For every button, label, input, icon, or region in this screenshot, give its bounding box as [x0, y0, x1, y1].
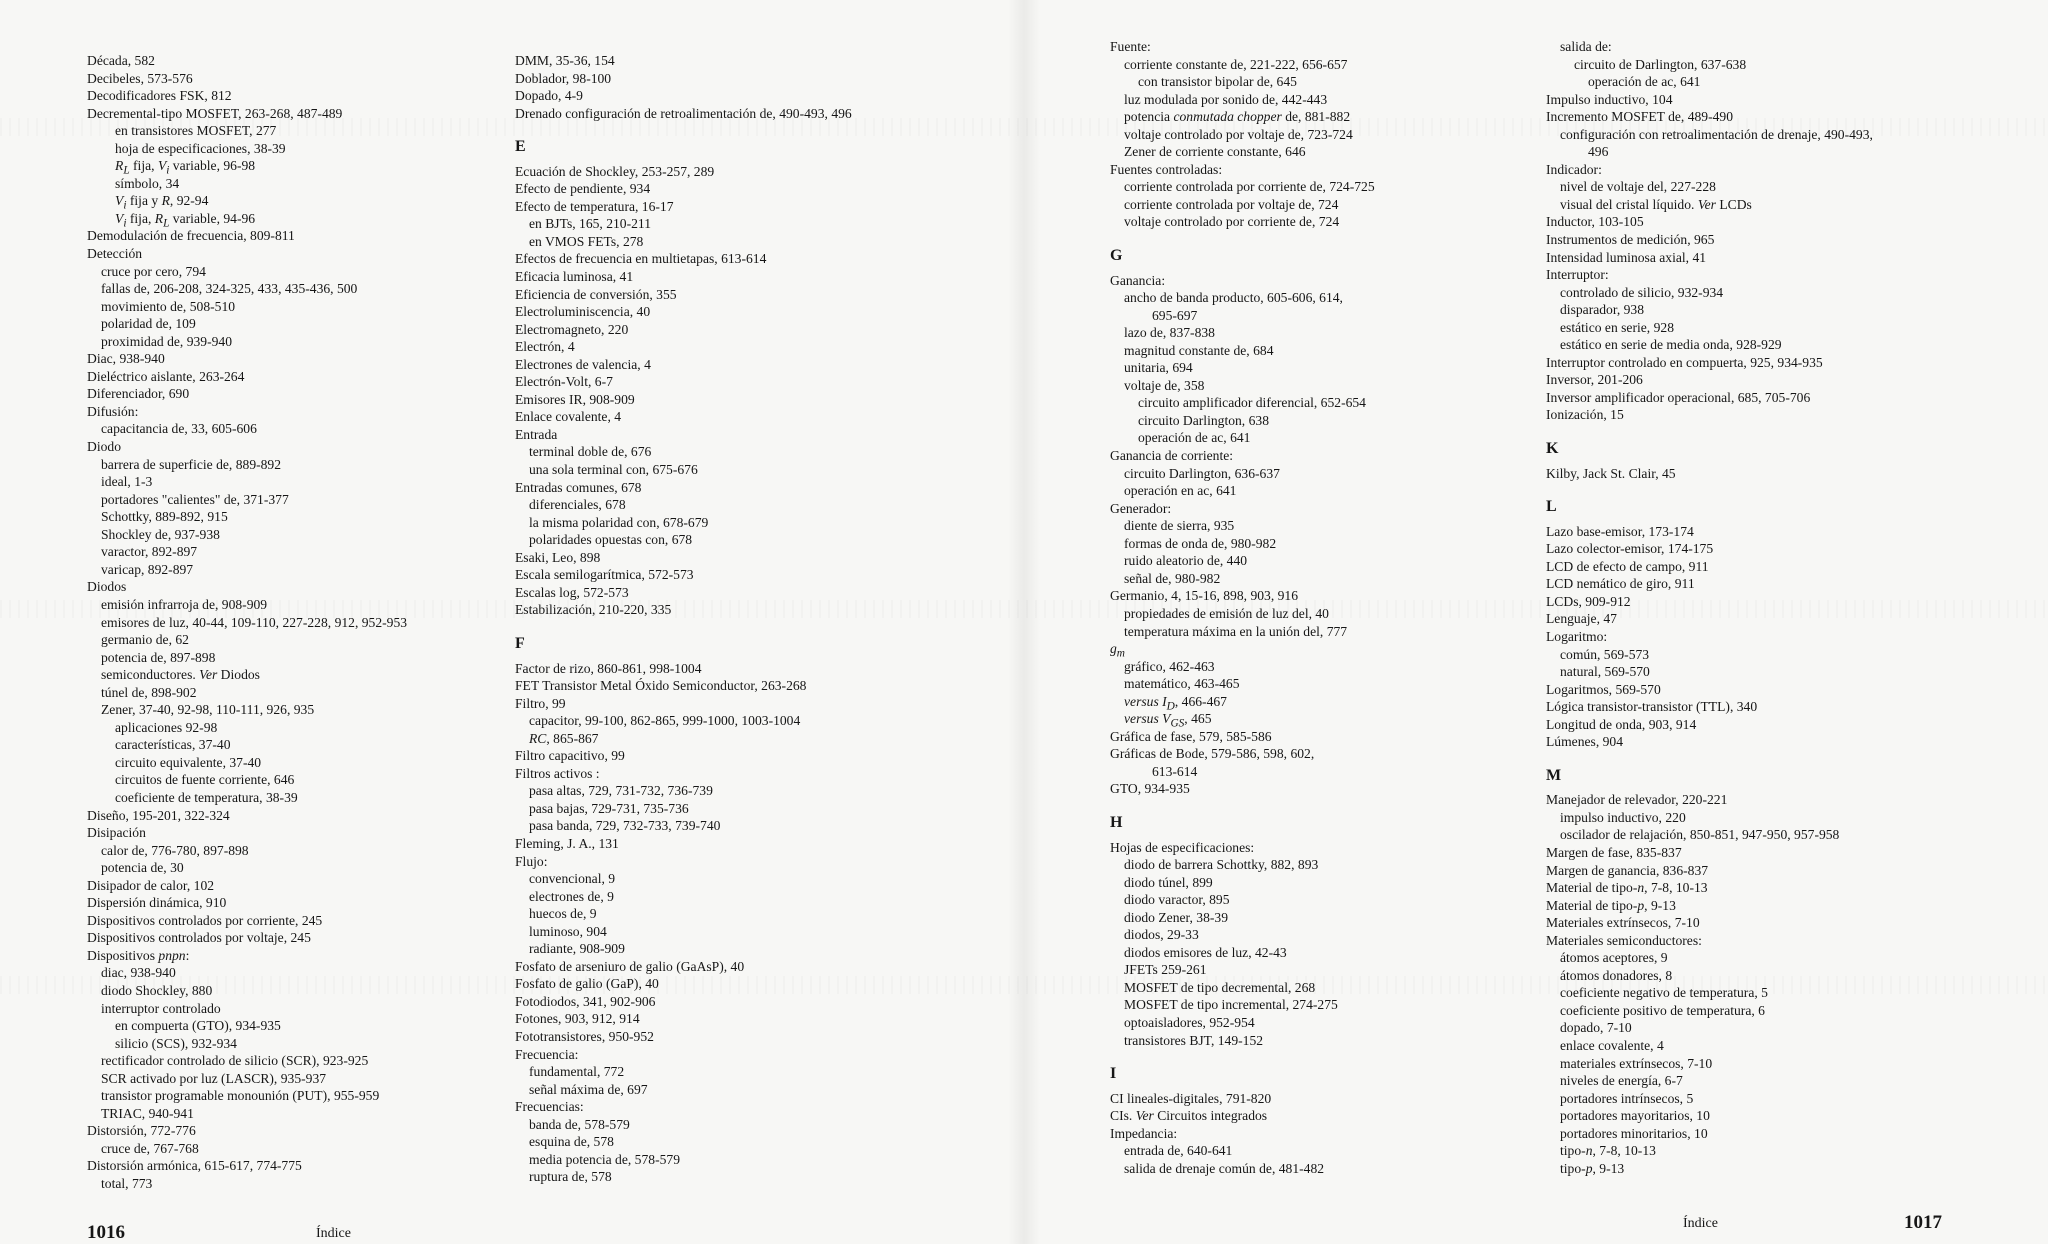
- index-subentry: polaridades opuestas con, 678: [529, 532, 693, 548]
- index-entry: Flujo:: [515, 853, 548, 869]
- index-subentry: operación de ac, 641: [1138, 430, 1251, 446]
- index-entry: Electromagneto, 220: [515, 321, 629, 337]
- index-subentry: oscilador de relajación, 850-851, 947-950, 957-958: [1560, 827, 1840, 843]
- index-entry: Lenguaje, 47: [1546, 611, 1617, 627]
- index-subentry: ancho de banda producto, 605-606, 614,: [1124, 290, 1343, 306]
- index-entry: Demodulación de frecuencia, 809-811: [87, 228, 295, 244]
- page-number: 1017: [1904, 1212, 1942, 1233]
- index-subentry: emisores de luz, 40-44, 109-110, 227-228, 912, 952-953: [101, 614, 408, 630]
- index-entry: Factor de rizo, 860-861, 998-1004: [515, 660, 702, 676]
- index-subentry: túnel de, 898-902: [101, 684, 197, 700]
- index-subentry: circuitos de fuente corriente, 646: [115, 772, 295, 788]
- index-entry: Ecuación de Shockley, 253-257, 289: [515, 163, 715, 179]
- index-subentry: en BJTs, 165, 210-211: [529, 216, 652, 232]
- section-letter: F: [515, 634, 525, 652]
- index-entry: Margen de fase, 835-837: [1546, 844, 1682, 860]
- index-subentry: diodos, 29-33: [1124, 927, 1199, 943]
- index-subentry: pasa banda, 729, 732-733, 739-740: [529, 818, 721, 834]
- index-subentry: polaridad de, 109: [101, 316, 196, 332]
- page-number: 1016: [87, 1222, 125, 1243]
- index-subentry: potencia de, 30: [101, 860, 184, 876]
- index-subentry: transistores BJT, 149-152: [1124, 1032, 1264, 1048]
- index-entry: Incremento MOSFET de, 489-490: [1546, 109, 1734, 125]
- index-subentry: circuito equivalente, 37-40: [115, 754, 262, 770]
- index-entry: Instrumentos de medición, 965: [1546, 232, 1715, 248]
- index-entry: Distorsión, 772-776: [87, 1123, 196, 1139]
- index-subentry: circuito amplificador diferencial, 652-654: [1138, 395, 1366, 411]
- right-page: [1028, 0, 2048, 1244]
- index-subentry: capacitancia de, 33, 605-606: [101, 421, 257, 437]
- index-subentry: tipo-n, 7-8, 10-13: [1560, 1143, 1656, 1159]
- index-subentry: MOSFET de tipo incremental, 274-275: [1124, 997, 1338, 1013]
- index-subentry: gráfico, 462-463: [1124, 658, 1215, 674]
- index-subentry: fundamental, 772: [529, 1064, 625, 1080]
- index-subentry: calor de, 776-780, 897-898: [101, 842, 249, 858]
- index-entry: Ionización, 15: [1546, 407, 1624, 423]
- index-entry: Frecuencia:: [515, 1046, 579, 1062]
- index-subentry: portadores "calientes" de, 371-377: [101, 491, 289, 507]
- index-entry: Impulso inductivo, 104: [1546, 91, 1673, 107]
- index-subentry: una sola terminal con, 675-676: [529, 462, 698, 478]
- index-subentry: Schottky, 889-892, 915: [101, 509, 228, 525]
- index-subentry: matemático, 463-465: [1124, 676, 1240, 692]
- index-entry: Lúmenes, 904: [1546, 734, 1624, 750]
- index-subentry: ideal, 1-3: [101, 474, 153, 490]
- index-entry: Electrón, 4: [515, 339, 575, 355]
- index-subentry: luminoso, 904: [529, 923, 607, 939]
- index-entry: Diseño, 195-201, 322-324: [87, 807, 230, 823]
- index-entry: Electrones de valencia, 4: [515, 356, 651, 372]
- index-entry: Longitud de onda, 903, 914: [1546, 716, 1697, 732]
- index-entry: Decremental-tipo MOSFET, 263-268, 487-489: [87, 105, 343, 121]
- section-letter: G: [1110, 247, 1123, 265]
- index-subentry: temperatura máxima en la unión del, 777: [1124, 623, 1348, 639]
- index-entry: Inversor, 201-206: [1546, 372, 1643, 388]
- index-subentry: en VMOS FETs, 278: [529, 233, 644, 249]
- index-subentry: emisión infrarroja de, 908-909: [101, 596, 268, 612]
- index-entry: Drenado configuración de retroalimentación de, 490-493, 496: [515, 105, 852, 121]
- index-subentry: controlado de silicio, 932-934: [1560, 284, 1724, 300]
- index-entry: Decodificadores FSK, 812: [87, 88, 232, 104]
- index-entry: Fuente:: [1110, 39, 1151, 54]
- index-column-1: [87, 52, 407, 1193]
- index-entry: Escala semilogarítmica, 572-573: [515, 567, 694, 583]
- index-entry: CIs. Ver Circuitos integrados: [1110, 1108, 1268, 1124]
- index-entry: Ganancia de corriente:: [1110, 448, 1234, 464]
- index-entry: Materiales extrínsecos, 7-10: [1546, 915, 1700, 931]
- index-subentry: capacitor, 99-100, 862-865, 999-1000, 1003-1004: [529, 713, 801, 729]
- index-entry: Difusión:: [87, 403, 139, 419]
- index-subentry: operación de ac, 641: [1588, 74, 1701, 90]
- index-subentry: diac, 938-940: [101, 965, 176, 981]
- index-subentry: impulso inductivo, 220: [1560, 809, 1686, 825]
- index-subentry: aplicaciones 92-98: [115, 719, 218, 735]
- index-subentry: pasa bajas, 729-731, 735-736: [529, 800, 689, 816]
- index-entry: $g_m$: [1110, 641, 1125, 660]
- index-entry: LCD nemático de giro, 911: [1546, 576, 1695, 592]
- index-subentry: señal máxima de, 697: [529, 1081, 648, 1097]
- index-subentry: diferenciales, 678: [529, 497, 626, 513]
- index-entry: DMM, 35-36, 154: [515, 53, 615, 68]
- index-subentry: potencia conmutada chopper de, 881-882: [1124, 109, 1351, 125]
- index-entry: Logaritmos, 569-570: [1546, 681, 1661, 697]
- index-entry: Dieléctrico aislante, 263-264: [87, 368, 245, 384]
- index-subentry: fallas de, 206-208, 324-325, 433, 435-436, 500: [101, 281, 358, 297]
- index-subentry: circuito Darlington, 636-637: [1124, 465, 1280, 481]
- index-subentry: optoaisladores, 952-954: [1124, 1014, 1255, 1030]
- index-subentry: 496: [1588, 144, 1609, 160]
- index-subentry: coeficiente de temperatura, 38-39: [115, 789, 298, 805]
- index-subentry: diodo túnel, 899: [1124, 874, 1213, 890]
- index-entry: Decibeles, 573-576: [87, 70, 193, 86]
- index-entry: Margen de ganancia, 836-837: [1546, 862, 1709, 878]
- index-entry: Logaritmo:: [1546, 628, 1608, 644]
- index-entry: Escalas log, 572-573: [515, 584, 629, 600]
- index-subentry: esquina de, 578: [529, 1134, 614, 1150]
- index-subentry: terminal doble de, 676: [529, 444, 652, 460]
- index-entry: Lazo colector-emisor, 174-175: [1546, 541, 1714, 557]
- index-subentry: varactor, 892-897: [101, 544, 198, 560]
- index-entry: Disipador de calor, 102: [87, 877, 215, 893]
- index-subentry: circuito Darlington, 638: [1138, 412, 1269, 428]
- index-subentry: natural, 569-570: [1560, 664, 1650, 680]
- index-subentry: portadores intrínsecos, 5: [1560, 1090, 1694, 1106]
- index-entry: Lazo base-emisor, 173-174: [1546, 523, 1694, 539]
- index-entry: Intensidad luminosa axial, 41: [1546, 249, 1707, 265]
- index-subentry: movimiento de, 508-510: [101, 298, 236, 314]
- index-subentry: MOSFET de tipo decremental, 268: [1124, 979, 1316, 995]
- index-subentry: portadores minoritarios, 10: [1560, 1125, 1708, 1141]
- index-subentry: convencional, 9: [529, 871, 616, 887]
- index-entry: Diodos: [87, 579, 127, 595]
- index-entry: Distorsión armónica, 615-617, 774-775: [87, 1158, 302, 1174]
- index-subentry: voltaje de, 358: [1124, 377, 1205, 393]
- index-subentry: salida de:: [1560, 39, 1612, 54]
- index-entry: Manejador de relevador, 220-221: [1546, 792, 1728, 808]
- index-subentry: corriente constante de, 221-222, 656-657: [1124, 56, 1348, 72]
- index-entry: Impedancia:: [1110, 1125, 1178, 1141]
- index-entry: Gráficas de Bode, 579-586, 598, 602,: [1110, 746, 1315, 762]
- index-entry: Diodo: [87, 439, 121, 455]
- index-subentry: rectificador controlado de silicio (SCR), 923-925: [101, 1053, 369, 1069]
- index-entry: Dispositivos pnpn:: [87, 947, 190, 963]
- index-entry: Filtro, 99: [515, 695, 566, 711]
- index-subentry: nivel de voltaje del, 227-228: [1560, 179, 1716, 195]
- index-entry: Dispersión dinámica, 910: [87, 895, 227, 911]
- index-subentry: estático en serie de media onda, 928-929: [1560, 337, 1782, 353]
- index-entry: Enlace covalente, 4: [515, 409, 622, 425]
- index-entry: Diferenciador, 690: [87, 386, 190, 402]
- index-entry: CI lineales-digitales, 791-820: [1110, 1090, 1272, 1106]
- left-page: [0, 0, 1020, 1244]
- index-subentry: pasa altas, 729, 731-732, 736-739: [529, 783, 713, 799]
- running-head: Índice: [316, 1226, 351, 1241]
- index-entry: Material de tipo-n, 7-8, 10-13: [1546, 880, 1708, 896]
- index-subentry: voltaje controlado por corriente de, 724: [1124, 214, 1340, 230]
- index-subentry: señal de, 980-982: [1124, 570, 1221, 586]
- index-subentry: ruido aleatorio de, 440: [1124, 553, 1248, 569]
- index-subentry: visual del cristal líquido. Ver LCDs: [1560, 196, 1752, 212]
- index-subentry: banda de, 578-579: [529, 1116, 630, 1132]
- index-entry: Efecto de pendiente, 934: [515, 181, 651, 197]
- index-subentry: diodo varactor, 895: [1124, 892, 1230, 908]
- index-entry: Fuentes controladas:: [1110, 161, 1223, 177]
- index-entry: Fosfato de galio (GaP), 40: [515, 976, 659, 992]
- index-subentry: salida de drenaje común de, 481-482: [1124, 1160, 1325, 1176]
- index-entry: Electrón-Volt, 6-7: [515, 374, 613, 390]
- index-subentry: coeficiente negativo de temperatura, 5: [1560, 985, 1768, 1001]
- index-subentry: varicap, 892-897: [101, 561, 194, 577]
- index-subentry: versus $V_{GS}$, 465: [1124, 711, 1212, 730]
- index-entry: Dispositivos controlados por voltaje, 245: [87, 930, 311, 946]
- index-subentry: niveles de energía, 6-7: [1560, 1073, 1683, 1089]
- section-letter: H: [1110, 813, 1123, 831]
- index-subentry: ruptura de, 578: [529, 1169, 612, 1185]
- index-subentry: total, 773: [101, 1176, 153, 1191]
- index-entry: Materiales semiconductores:: [1546, 932, 1702, 948]
- index-subentry: $V_i$ fija, $R_L$ variable, 94-96: [115, 210, 256, 230]
- index-subentry: diente de sierra, 935: [1124, 518, 1235, 534]
- index-subentry: tipo-p, 9-13: [1560, 1160, 1625, 1176]
- index-subentry: Zener de corriente constante, 646: [1124, 144, 1306, 160]
- index-subentry: configuración con retroalimentación de drenaje, 490-493,: [1560, 126, 1873, 142]
- index-subentry: características, 37-40: [115, 737, 231, 753]
- index-subentry: versus $I_D$, 466-467: [1124, 693, 1227, 713]
- index-subentry: transistor programable monounión (PUT), 955-959: [101, 1088, 380, 1104]
- index-subentry: Zener, 37-40, 92-98, 110-111, 926, 935: [101, 702, 315, 718]
- index-subentry: voltaje controlado por voltaje de, 723-724: [1124, 126, 1353, 142]
- index-entry: Kilby, Jack St. Clair, 45: [1546, 465, 1676, 481]
- index-subentry: germanio de, 62: [101, 632, 189, 648]
- index-entry: GTO, 934-935: [1110, 781, 1190, 797]
- index-entry: Inversor amplificador operacional, 685, 705-706: [1546, 389, 1811, 405]
- index-entry: LCD de efecto de campo, 911: [1546, 558, 1709, 574]
- index-subentry: diodo de barrera Schottky, 882, 893: [1124, 857, 1319, 873]
- section-letter: K: [1546, 440, 1559, 458]
- index-subentry: RC, 865-867: [529, 730, 599, 746]
- index-subentry: semiconductores. Ver Diodos: [101, 667, 260, 683]
- index-subentry: con transistor bipolar de, 645: [1138, 74, 1297, 90]
- index-entry: Generador:: [1110, 500, 1172, 516]
- index-entry: Indicador:: [1546, 161, 1602, 177]
- index-entry: Filtros activos :: [515, 765, 600, 781]
- index-subentry: materiales extrínsecos, 7-10: [1560, 1055, 1713, 1071]
- index-subentry: común, 569-573: [1560, 646, 1650, 662]
- index-entry: Fleming, J. A., 131: [515, 835, 619, 851]
- index-subentry: barrera de superficie de, 889-892: [101, 456, 282, 472]
- index-subentry: interruptor controlado: [101, 1000, 221, 1016]
- index-subentry: radiante, 908-909: [529, 941, 625, 957]
- index-subentry: cruce de, 767-768: [101, 1140, 199, 1156]
- index-subentry: magnitud constante de, 684: [1124, 342, 1274, 358]
- index-entry: Gráfica de fase, 579, 585-586: [1110, 728, 1272, 744]
- index-entry: Diac, 938-940: [87, 351, 165, 367]
- index-subentry: símbolo, 34: [115, 175, 180, 191]
- index-subentry: portadores mayoritarios, 10: [1560, 1108, 1710, 1124]
- index-subentry: diodo Shockley, 880: [101, 982, 213, 998]
- index-subentry: circuito de Darlington, 637-638: [1574, 56, 1747, 72]
- index-entry: Filtro capacitivo, 99: [515, 748, 625, 764]
- index-entry: Dispositivos controlados por corriente, 245: [87, 912, 323, 928]
- index-subentry: luz modulada por sonido de, 442-443: [1124, 91, 1328, 107]
- index-entry: Fotodiodos, 341, 902-906: [515, 993, 656, 1009]
- index-entry: Material de tipo-p, 9-13: [1546, 897, 1676, 913]
- index-entry: Germanio, 4, 15-16, 898, 903, 916: [1110, 588, 1299, 604]
- index-column-4: [1546, 38, 1873, 1177]
- index-subentry: propiedades de emisión de luz del, 40: [1124, 605, 1329, 621]
- index-subentry: JFETs 259-261: [1124, 962, 1207, 978]
- index-subentry: corriente controlada por voltaje de, 724: [1124, 196, 1339, 212]
- index-subentry: media potencia de, 578-579: [529, 1151, 680, 1167]
- index-subentry: cruce por cero, 794: [101, 263, 206, 279]
- index-entry: Eficacia luminosa, 41: [515, 269, 634, 285]
- index-entry: Eficiencia de conversión, 355: [515, 286, 677, 302]
- index-entry: Fotones, 903, 912, 914: [515, 1011, 640, 1027]
- index-subentry: dopado, 7-10: [1560, 1020, 1632, 1036]
- index-subentry: huecos de, 9: [529, 906, 597, 922]
- index-subentry: $R_L$ fija, $V_i$ variable, 96-98: [115, 158, 256, 177]
- index-subentry: corriente controlada por corriente de, 724-725: [1124, 179, 1375, 195]
- section-letter: E: [515, 138, 526, 156]
- index-entry: Frecuencias:: [515, 1099, 584, 1115]
- index-entry: Entradas comunes, 678: [515, 479, 642, 495]
- section-letter: I: [1110, 1065, 1117, 1083]
- index-entry: Efecto de temperatura, 16-17: [515, 198, 674, 214]
- index-entry: Interruptor:: [1546, 267, 1609, 283]
- running-head: Índice: [1683, 1216, 1718, 1231]
- index-entry: Dopado, 4-9: [515, 88, 583, 104]
- index-subentry: en compuerta (GTO), 934-935: [115, 1018, 281, 1034]
- index-entry: Ganancia:: [1110, 272, 1166, 288]
- index-subentry: diodos emisores de luz, 42-43: [1124, 944, 1287, 960]
- index-entry: Lógica transistor-transistor (TTL), 340: [1546, 699, 1758, 715]
- index-entry: Esaki, Leo, 898: [515, 549, 601, 565]
- index-entry: Detección: [87, 246, 143, 262]
- index-subentry: operación en ac, 641: [1124, 483, 1237, 499]
- index-entry: Doblador, 98-100: [515, 70, 612, 86]
- index-subentry: átomos aceptores, 9: [1560, 950, 1668, 966]
- index-subentry: enlace covalente, 4: [1560, 1037, 1664, 1053]
- index-entry: Emisores IR, 908-909: [515, 391, 635, 407]
- index-subentry: hoja de especificaciones, 38-39: [115, 140, 286, 156]
- index-subentry: 695-697: [1152, 307, 1198, 323]
- index-subentry: átomos donadores, 8: [1560, 967, 1673, 983]
- index-entry: Hojas de especificaciones:: [1110, 839, 1255, 855]
- index-entry: Década, 582: [87, 53, 155, 68]
- index-entry: Inductor, 103-105: [1546, 214, 1644, 230]
- index-entry: Efectos de frecuencia en multietapas, 613-614: [515, 251, 767, 267]
- index-subentry: $V_i$ fija y R, 92-94: [115, 193, 209, 213]
- index-subentry: Shockley de, 937-938: [101, 526, 220, 542]
- index-subentry: TRIAC, 940-941: [101, 1105, 194, 1121]
- index-subentry: proximidad de, 939-940: [101, 333, 233, 349]
- index-subentry: disparador, 938: [1560, 302, 1645, 318]
- index-subentry: SCR activado por luz (LASCR), 935-937: [101, 1070, 327, 1086]
- index-subentry: en transistores MOSFET, 277: [115, 123, 277, 139]
- index-subentry: formas de onda de, 980-982: [1124, 535, 1277, 551]
- index-subentry: potencia de, 897-898: [101, 649, 216, 665]
- index-entry: Fototransistores, 950-952: [515, 1028, 654, 1044]
- index-entry: FET Transistor Metal Óxido Semiconductor, 263-268: [515, 678, 807, 694]
- index-entry: Fosfato de arseniuro de galio (GaAsP), 40: [515, 958, 745, 974]
- index-subentry: la misma polaridad con, 678-679: [529, 514, 709, 530]
- index-subentry: estático en serie, 928: [1560, 319, 1674, 335]
- index-subentry: coeficiente positivo de temperatura, 6: [1560, 1002, 1765, 1018]
- index-entry: Interruptor controlado en compuerta, 925, 934-935: [1546, 354, 1823, 370]
- index-entry: Entrada: [515, 426, 558, 442]
- index-column-2: [515, 52, 852, 1186]
- index-subentry: silicio (SCS), 932-934: [115, 1035, 237, 1051]
- index-subentry: unitaria, 694: [1124, 360, 1193, 376]
- index-subentry: entrada de, 640-641: [1124, 1143, 1233, 1159]
- index-subentry: electrones de, 9: [529, 888, 614, 904]
- index-entry: LCDs, 909-912: [1546, 593, 1631, 609]
- section-letter: M: [1546, 766, 1562, 784]
- index-subentry: lazo de, 837-838: [1124, 325, 1215, 341]
- index-subentry: 613-614: [1152, 763, 1198, 779]
- index-entry: Electroluminiscencia, 40: [515, 304, 651, 320]
- section-letter: L: [1546, 498, 1557, 516]
- index-entry: Disipación: [87, 825, 146, 841]
- index-column-3: [1110, 38, 1375, 1177]
- index-subentry: diodo Zener, 38-39: [1124, 909, 1229, 925]
- index-entry: Estabilización, 210-220, 335: [515, 602, 672, 618]
